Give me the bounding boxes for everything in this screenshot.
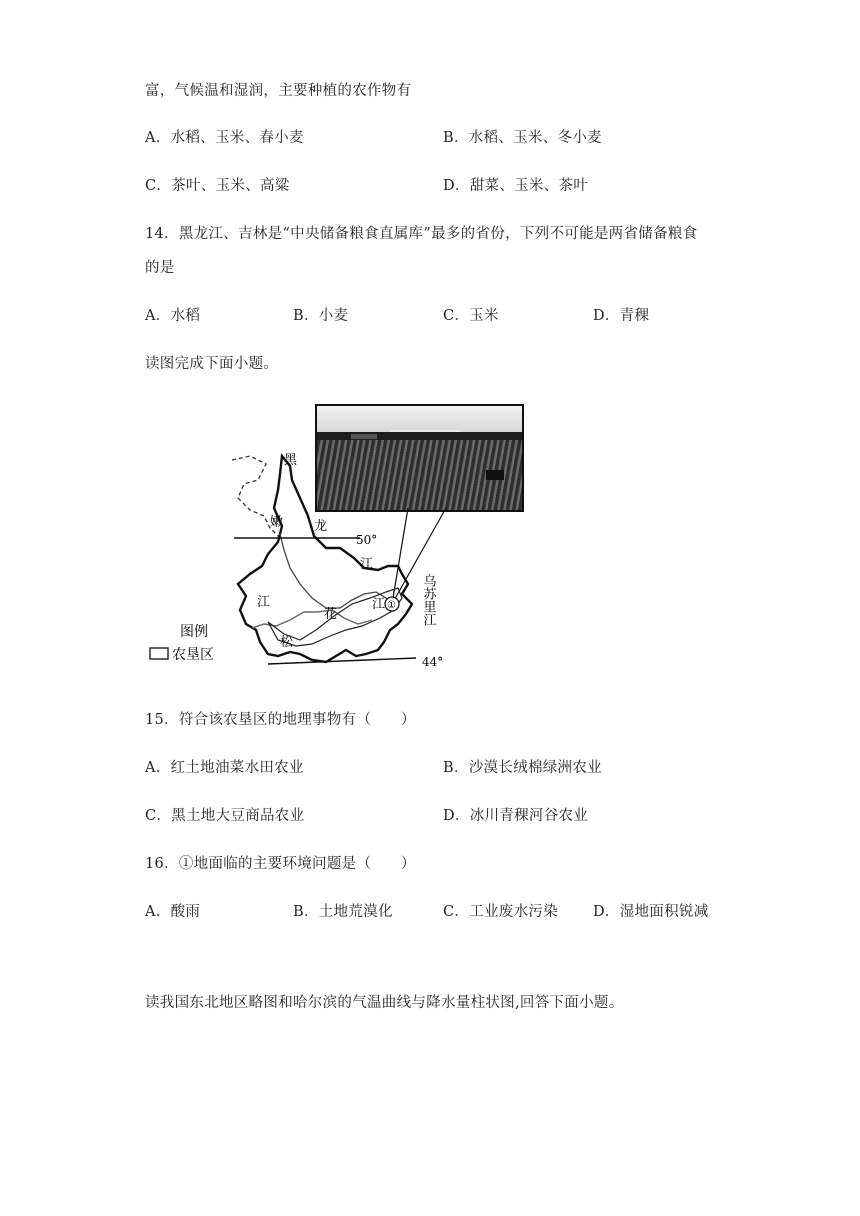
legend-swatch bbox=[150, 648, 168, 659]
label-long: 龙 bbox=[314, 519, 328, 534]
map-svg bbox=[140, 398, 540, 678]
label-jiang-heilongjiang: 江 bbox=[360, 557, 374, 572]
q13-option-d: D．甜菜、玉米、茶叶 bbox=[443, 178, 589, 194]
q15-option-c: C．黑土地大豆商品农业 bbox=[145, 808, 305, 824]
q14-option-b: B．小麦 bbox=[293, 308, 349, 324]
label-wusuli: 乌苏里江 bbox=[420, 574, 436, 626]
q14-option-d: D．青稞 bbox=[593, 308, 650, 324]
label-hua: 花 bbox=[324, 607, 338, 622]
q16-option-b: B．土地荒漠化 bbox=[293, 904, 393, 920]
q15-option-a: A．红土地油菜水田农业 bbox=[145, 760, 304, 776]
q16-option-a: A．酸雨 bbox=[145, 904, 201, 920]
marker-1: ① bbox=[387, 600, 396, 611]
legend-item: 农垦区 bbox=[172, 647, 214, 663]
q16-option-c: C．工业废水污染 bbox=[443, 904, 558, 920]
q14-text-line2: 的是 bbox=[145, 260, 175, 276]
intro-text-2: 读我国东北地区略图和哈尔滨的气温曲线与降水量柱状图,回答下面小题。 bbox=[145, 995, 624, 1011]
q14-option-a: A．水稻 bbox=[145, 308, 201, 324]
label-jiang-songhua: 江 bbox=[372, 597, 386, 612]
q13-text: 富，气候温和湿润，主要种植的农作物有 bbox=[145, 83, 412, 99]
label-lat44: 44° bbox=[422, 655, 444, 669]
q16-text: 16．①地面临的主要环境问题是（ ） bbox=[145, 856, 416, 872]
intro-text-1: 读图完成下面小题。 bbox=[145, 356, 279, 372]
q16-option-d: D．湿地面积锐减 bbox=[593, 904, 709, 920]
label-hei: 黑 bbox=[284, 453, 298, 468]
q13-option-a: A．水稻、玉米、春小麦 bbox=[145, 130, 304, 146]
q13-option-b: B．水稻、玉米、冬小麦 bbox=[443, 130, 602, 146]
q15-text: 15．符合该农垦区的地理事物有（ ） bbox=[145, 712, 416, 728]
q15-option-d: D．冰川青稞河谷农业 bbox=[443, 808, 589, 824]
legend-title: 图例 bbox=[180, 624, 208, 640]
northeast-map-figure bbox=[140, 398, 540, 678]
label-nen: 嫩 bbox=[270, 515, 284, 530]
label-lat50: 50° bbox=[356, 533, 378, 547]
label-jiang-nen: 江 bbox=[257, 595, 271, 610]
q14-option-c: C．玉米 bbox=[443, 308, 499, 324]
q13-option-c: C．茶叶、玉米、高粱 bbox=[145, 178, 290, 194]
q15-option-b: B．沙漠长绒棉绿洲农业 bbox=[443, 760, 602, 776]
q14-text-line1: 14．黑龙江、吉林是“中央储备粮食直属库”最多的省份，下列不可能是两省储备粮食 bbox=[145, 226, 698, 242]
label-song: 松 bbox=[280, 635, 294, 650]
